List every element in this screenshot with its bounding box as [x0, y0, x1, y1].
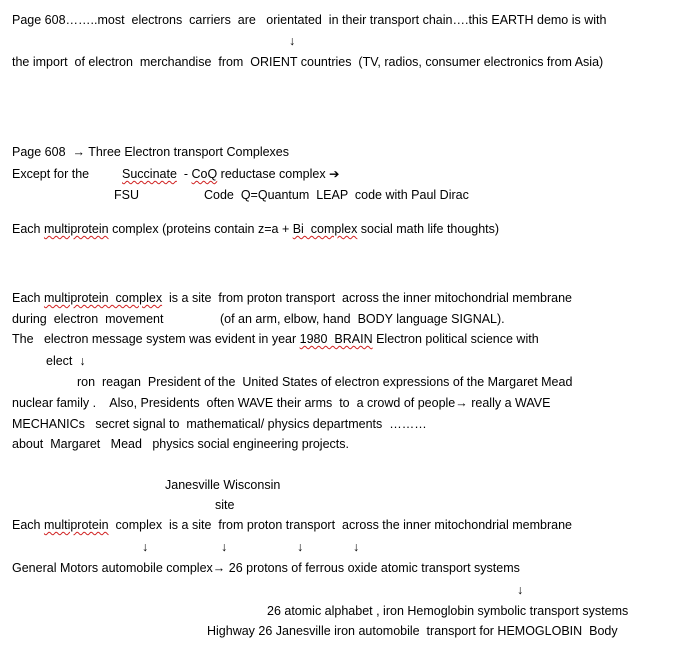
spellcheck-word: 1980 BRAIN	[299, 332, 373, 346]
spellcheck-word: Bi complex	[292, 222, 358, 236]
text-span: complex (proteins contain z=a +	[108, 222, 293, 236]
text-fsu: FSU	[114, 188, 139, 202]
text-line-multiprotein-1	[12, 221, 499, 237]
text-span: The electron message system was evident in year	[12, 332, 300, 346]
text-line-gm: General Motors automobile complex→ 26 protons of ferrous oxide atomic transport systems	[12, 561, 520, 575]
text-line-arm: (of an arm, elbow, hand BODY language SIGNAL).	[220, 312, 505, 326]
text-code-line: Code Q=Quantum LEAP code with Paul Dirac	[204, 188, 469, 202]
text-span: Electron political science with	[372, 332, 539, 346]
text-line-nuclear: nuclear family . Also, Presidents often WAVE their arms to a crowd of people→ really a WAVE	[12, 396, 551, 410]
down-arrow: ↓	[297, 540, 304, 554]
text-line-multiprotein-3	[12, 517, 572, 533]
text-line-highway: Highway 26 Janesville iron automobile transport for HEMOGLOBIN Body	[207, 624, 618, 638]
spellcheck-word: multiprotein complex	[43, 291, 163, 305]
spellcheck-word: Succinate	[122, 167, 177, 181]
text-line-2: the import of electron merchandise from ORIENT countries (TV, radios, consumer electronics from Asia)	[12, 55, 604, 69]
text-line-mead: about Margaret Mead physics social engineering projects.	[12, 437, 349, 451]
spellcheck-word: CoQ	[191, 167, 218, 181]
text-span: Except for the	[12, 167, 90, 181]
text-line-alphabet: 26 atomic alphabet , iron Hemoglobin symbolic transport systems	[267, 604, 629, 618]
text-line-succinate	[122, 166, 340, 182]
text-line-1: Page 608……..most electrons carriers are orientated in their transport chain….this EARTH demo is with	[12, 13, 607, 27]
down-arrow: ↓	[353, 540, 360, 554]
down-arrow: ↓	[142, 540, 149, 554]
down-arrow: ↓	[517, 583, 524, 597]
down-arrow: ↓	[289, 34, 296, 48]
text-site: site	[215, 498, 235, 512]
spellcheck-word: multiprotein	[43, 222, 109, 236]
text-line-multiprotein-2	[12, 290, 572, 306]
text-line-during: during electron movement	[12, 312, 164, 326]
text-elect: elect ↓	[46, 354, 86, 368]
text-span: -	[176, 167, 192, 181]
text-span: Each	[12, 291, 44, 305]
text-line-mechanics: MECHANICs secret signal to mathematical/ physics departments ………	[12, 417, 427, 431]
text-span: Each	[12, 518, 44, 532]
text-line-reagan: ron reagan President of the United States of electron expressions of the Margaret Mead	[77, 375, 573, 389]
spellcheck-word: multiprotein	[43, 518, 109, 532]
text-span: complex is a site from proton transport across the inner mitochondrial membrane	[108, 518, 572, 532]
text-line-1980	[12, 331, 539, 347]
text-span: social math life thoughts)	[357, 222, 500, 236]
text-span: Each	[12, 222, 44, 236]
text-span: reductase complex ➔	[217, 167, 340, 181]
text-span: is a site from proton transport across the inner mitochondrial membrane	[162, 291, 572, 305]
heading-line: Page 608 → Three Electron transport Complexes	[12, 145, 289, 159]
text-janesville: Janesville Wisconsin	[165, 478, 281, 492]
down-arrow: ↓	[221, 540, 228, 554]
text-line-except	[12, 166, 89, 182]
